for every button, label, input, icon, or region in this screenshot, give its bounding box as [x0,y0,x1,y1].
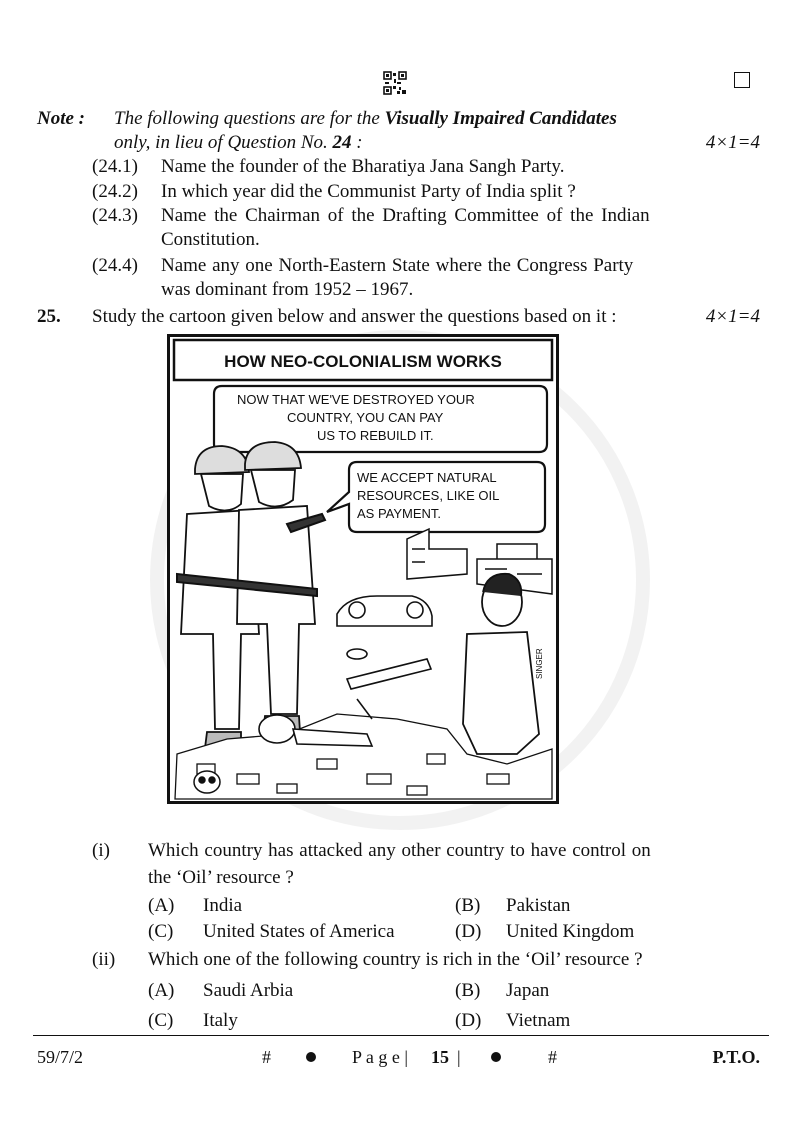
option-label: (C) [148,921,174,942]
sub-question-number: (i) [92,840,110,861]
qr-code-icon [383,71,407,95]
option-label: (B) [455,895,481,916]
question-text: Name the Chairman of the Drafting Committee of the Indian [161,205,650,226]
option-label: (C) [148,1010,174,1031]
empty-checkbox-icon [734,72,750,88]
question-text: In which year did the Communist Party of India split ? [161,181,576,202]
footer-divider [33,1035,769,1036]
page-number: 15 [431,1047,449,1067]
option-label: (D) [455,921,482,942]
pto-label: P.T.O. [712,1047,760,1067]
option-label: (A) [148,895,175,916]
question-text: Name the founder of the Bharatiya Jana Sangh Party. [161,156,565,177]
question-text-cont: was dominant from 1952 – 1967. [161,279,414,300]
question-25-number: 25. [37,306,61,327]
question-number: (24.4) [92,255,138,276]
note-line-2: only, in lieu of Question No. 24 : [114,132,363,153]
footer-hash-left: # [262,1047,271,1067]
option-text: India [203,895,243,916]
note-line-1: The following questions are for the Visually Impaired Candidates [114,108,617,129]
note-label: Note : [37,108,86,129]
question-number: (24.1) [92,156,138,177]
option-text: Japan [506,980,550,1001]
cartoonist-signature: SINGER [535,648,544,679]
option-label: (B) [455,980,481,1001]
option-text: Italy [203,1010,238,1031]
option-label: (D) [455,1010,482,1031]
paper-code: 59/7/2 [37,1047,84,1067]
question-25-text: Study the cartoon given below and answer the questions based on it : [92,306,617,327]
question-number: (24.2) [92,181,138,202]
note-marks: 4×1=4 [705,132,760,153]
option-text: United States of America [203,921,395,942]
cartoon-title: HOW NEO-COLONIALISM WORKS [224,352,502,371]
option-text: United Kingdom [506,921,635,942]
neo-colonialism-cartoon [167,334,559,804]
overturned-car [337,596,432,626]
option-label: (A) [148,980,175,1001]
skull-icon [194,771,220,793]
footer-dot-right [491,1052,501,1062]
speech-bubble-1: NOW THAT WE'VE DESTROYED YOUR COUNTRY, YOU CAN PAY US TO REBUILD IT. [237,392,475,443]
sub-question-text: Which country has attacked any other country to have control on [148,840,651,861]
speech-bubble-2: WE ACCEPT NATURAL RESOURCES, LIKE OIL AS PAYMENT. [357,470,499,521]
option-text: Vietnam [506,1010,571,1031]
question-text-cont: Constitution. [161,229,260,250]
sub-question-text-cont: the ‘Oil’ resource ? [148,867,294,888]
option-text: Saudi Arbia [203,980,294,1001]
question-text: Name any one North-Eastern State where the Congress Party [161,255,634,276]
page-label-end: | [457,1047,461,1067]
question-25-marks: 4×1=4 [705,306,760,327]
question-number: (24.3) [92,205,138,226]
footer-hash-right: # [548,1047,557,1067]
sub-question-text: Which one of the following country is rich in the ‘Oil’ resource ? [148,949,643,970]
footer-dot-left [306,1052,316,1062]
sub-question-number: (ii) [92,949,116,970]
option-text: Pakistan [506,895,571,916]
page-label: P a g e | [352,1047,408,1067]
